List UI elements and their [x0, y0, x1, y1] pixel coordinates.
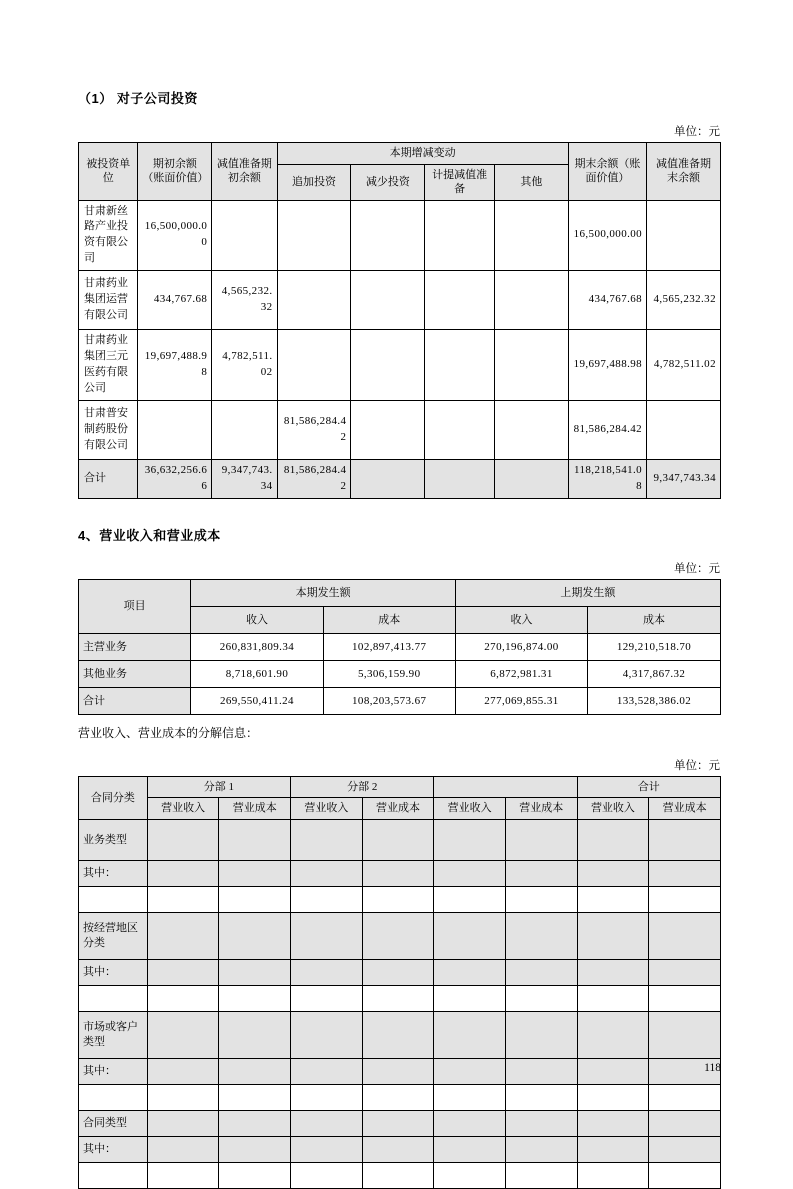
- cell-total-cost: [649, 860, 721, 886]
- cell-seg2-cost: [362, 860, 434, 886]
- cell-total-revenue: [577, 886, 649, 912]
- cell-seg2-revenue: [291, 860, 363, 886]
- th-item: 项目: [79, 579, 191, 633]
- cell-seg1-cost: [219, 912, 291, 959]
- th-end-impairment: 减值准备期末余额: [647, 143, 721, 201]
- cell-end-impairment: 4,782,511.02: [647, 330, 721, 401]
- th-invested-unit: 被投资单位: [79, 143, 138, 201]
- cell-total-cost: [649, 1084, 721, 1110]
- cell-begin-balance: 16,500,000.00: [138, 200, 212, 271]
- cell-seg3-revenue: [434, 1058, 506, 1084]
- cell-item: 主营业务: [79, 633, 191, 660]
- th-segment-3: [434, 776, 577, 798]
- table-header-row-2: [79, 798, 721, 820]
- section-1-title: （1） 对子公司投资: [78, 91, 198, 106]
- th-period-change-group: 本期增减变动: [277, 143, 568, 165]
- cell-total-prior-cost: 133,528,386.02: [588, 687, 721, 714]
- cell-seg3-revenue: [434, 1110, 506, 1136]
- section-3-intro: 营业收入、营业成本的分解信息：: [78, 725, 259, 740]
- cell-total-cost: [649, 1011, 721, 1058]
- cell-current-revenue: 260,831,809.34: [191, 633, 323, 660]
- cell-seg2-cost: [362, 912, 434, 959]
- th-segment-2: 分部 2: [291, 776, 434, 798]
- th-seg3-revenue: 营业收入: [434, 798, 506, 820]
- cell-begin-impairment: 4,565,232.32: [212, 271, 277, 330]
- cell-row-label: 其中：: [79, 1136, 148, 1162]
- cell-row-label: 业务类型: [79, 819, 148, 860]
- revenue-cost-table: [78, 579, 721, 715]
- cell-impairment-provision: [425, 330, 495, 401]
- cell-impairment-provision: [425, 271, 495, 330]
- cell-invested-unit: 甘肃药业集团三元医药有限公司: [79, 330, 138, 401]
- cell-seg2-revenue: [291, 1011, 363, 1058]
- th-current-cost: 成本: [323, 606, 455, 633]
- th-total-revenue: 营业收入: [577, 798, 649, 820]
- table-row: [79, 1011, 721, 1058]
- cell-seg3-cost: [505, 819, 577, 860]
- page-number: 118: [704, 1062, 721, 1074]
- cell-total-revenue: [577, 1011, 649, 1058]
- cell-seg3-cost: [505, 886, 577, 912]
- table-row: [79, 1058, 721, 1084]
- cell-seg2-revenue: [291, 959, 363, 985]
- cell-total-end-impairment: 9,347,743.34: [647, 460, 721, 499]
- cell-total-cost: [649, 985, 721, 1011]
- table-row: [79, 633, 721, 660]
- th-prior-period: 上期发生额: [455, 579, 720, 606]
- cell-total-label: 合计: [79, 460, 138, 499]
- cell-begin-balance: 19,697,488.98: [138, 330, 212, 401]
- table-row: [79, 200, 721, 271]
- cell-seg2-revenue: [291, 985, 363, 1011]
- cell-total-revenue: [577, 860, 649, 886]
- cell-prior-revenue: 6,872,981.31: [455, 660, 587, 687]
- table-total-row: [79, 460, 721, 499]
- table-row: [79, 330, 721, 401]
- section-2-unit-label: 单位：元: [674, 562, 720, 575]
- cell-begin-balance: [138, 401, 212, 460]
- table-row: [79, 1110, 721, 1136]
- cell-other: [494, 401, 568, 460]
- cell-end-balance: 16,500,000.00: [568, 200, 646, 271]
- cell-seg2-cost: [362, 1110, 434, 1136]
- cell-total-cost: [649, 1162, 721, 1188]
- table-row: [79, 985, 721, 1011]
- cell-seg1-cost: [219, 886, 291, 912]
- cell-reduce-investment: [351, 401, 425, 460]
- cell-seg3-cost: [505, 912, 577, 959]
- table-header-row-1: [79, 579, 721, 606]
- table-row: [79, 401, 721, 460]
- table-row: [79, 912, 721, 959]
- cell-row-label: 其中：: [79, 1058, 148, 1084]
- cell-invested-unit: 甘肃普安制药股份有限公司: [79, 401, 138, 460]
- cell-reduce-investment: [351, 330, 425, 401]
- th-seg1-revenue: 营业收入: [147, 798, 219, 820]
- cell-seg3-cost: [505, 1110, 577, 1136]
- cell-total-revenue: [577, 1084, 649, 1110]
- cell-total-other: [494, 460, 568, 499]
- cell-seg2-revenue: [291, 1162, 363, 1188]
- cell-total-begin-balance: 36,632,256.66: [138, 460, 212, 499]
- th-seg1-cost: 营业成本: [219, 798, 291, 820]
- th-reduce-investment: 减少投资: [351, 164, 425, 200]
- cell-seg1-revenue: [147, 959, 219, 985]
- th-impairment-provision: 计提减值准备: [425, 164, 495, 200]
- cell-begin-impairment: [212, 401, 277, 460]
- th-total-cost: 营业成本: [649, 798, 721, 820]
- cell-seg2-cost: [362, 886, 434, 912]
- cell-row-label: [79, 1162, 148, 1188]
- cell-other: [494, 200, 568, 271]
- cell-seg3-cost: [505, 860, 577, 886]
- cell-end-balance: 434,767.68: [568, 271, 646, 330]
- cell-seg3-cost: [505, 1058, 577, 1084]
- cell-prior-revenue: 270,196,874.00: [455, 633, 587, 660]
- cell-seg3-revenue: [434, 912, 506, 959]
- cell-seg3-revenue: [434, 985, 506, 1011]
- table-row: [79, 1084, 721, 1110]
- th-seg2-cost: 营业成本: [362, 798, 434, 820]
- cell-total-prior-revenue: 277,069,855.31: [455, 687, 587, 714]
- cell-total-revenue: [577, 985, 649, 1011]
- cell-seg1-cost: [219, 1084, 291, 1110]
- th-current-revenue: 收入: [191, 606, 323, 633]
- table-row: [79, 660, 721, 687]
- section-2-title: 4、营业收入和营业成本: [78, 527, 221, 543]
- cell-seg1-cost: [219, 1058, 291, 1084]
- cell-total-revenue: [577, 1136, 649, 1162]
- cell-seg1-revenue: [147, 1110, 219, 1136]
- cell-impairment-provision: [425, 401, 495, 460]
- cell-other: [494, 271, 568, 330]
- section-1-unit-label: 单位：元: [674, 126, 720, 138]
- th-seg3-cost: 营业成本: [505, 798, 577, 820]
- th-end-balance: 期末余额（账面价值）: [568, 143, 646, 201]
- cell-seg1-revenue: [147, 1136, 219, 1162]
- cell-seg2-cost: [362, 819, 434, 860]
- cell-seg2-cost: [362, 1084, 434, 1110]
- cell-seg1-cost: [219, 1136, 291, 1162]
- cell-seg1-cost: [219, 1110, 291, 1136]
- cell-total-revenue: [577, 1058, 649, 1084]
- cell-seg3-revenue: [434, 959, 506, 985]
- table-total-row: [79, 687, 721, 714]
- th-prior-revenue: 收入: [455, 606, 587, 633]
- th-begin-balance: 期初余额（账面价值）: [138, 143, 212, 201]
- cell-other: [494, 330, 568, 401]
- cell-total-revenue: [577, 819, 649, 860]
- th-seg2-revenue: 营业收入: [291, 798, 363, 820]
- cell-row-label: 其中：: [79, 959, 148, 985]
- cell-row-label: [79, 1084, 148, 1110]
- cell-seg2-cost: [362, 959, 434, 985]
- cell-add-investment: [277, 200, 351, 271]
- table-header-row-1: [79, 776, 721, 798]
- cell-seg3-revenue: [434, 1162, 506, 1188]
- cell-total-revenue: [577, 912, 649, 959]
- cell-seg2-cost: [362, 1011, 434, 1058]
- cell-end-impairment: [647, 401, 721, 460]
- cell-item: 其他业务: [79, 660, 191, 687]
- cell-seg1-revenue: [147, 1162, 219, 1188]
- th-prior-cost: 成本: [588, 606, 721, 633]
- table-row: [79, 1162, 721, 1188]
- th-begin-impairment: 减值准备期初余额: [212, 143, 277, 201]
- cell-seg3-cost: [505, 1162, 577, 1188]
- cell-row-label: 市场或客户类型: [79, 1011, 148, 1058]
- cell-row-label: 合同类型: [79, 1110, 148, 1136]
- cell-seg1-cost: [219, 860, 291, 886]
- th-segment-1: 分部 1: [147, 776, 290, 798]
- section-3-unit-label: 单位：元: [674, 759, 720, 772]
- cell-seg2-revenue: [291, 1058, 363, 1084]
- cell-seg2-revenue: [291, 1136, 363, 1162]
- cell-total-revenue: [577, 959, 649, 985]
- cell-total-cost: [649, 912, 721, 959]
- cell-row-label: [79, 985, 148, 1011]
- cell-end-impairment: 4,565,232.32: [647, 271, 721, 330]
- cell-begin-impairment: [212, 200, 277, 271]
- cell-seg3-revenue: [434, 1136, 506, 1162]
- cell-row-label: 其中：: [79, 860, 148, 886]
- cell-total-current-cost: 108,203,573.67: [323, 687, 455, 714]
- cell-invested-unit: 甘肃药业集团运营有限公司: [79, 271, 138, 330]
- cell-total-label: 合计: [79, 687, 191, 714]
- cell-total-cost: [649, 886, 721, 912]
- cell-seg2-revenue: [291, 1110, 363, 1136]
- cell-seg1-cost: [219, 985, 291, 1011]
- cell-current-cost: 5,306,159.90: [323, 660, 455, 687]
- cell-reduce-investment: [351, 200, 425, 271]
- cell-seg2-cost: [362, 1136, 434, 1162]
- cell-seg2-cost: [362, 1058, 434, 1084]
- cell-total-revenue: [577, 1162, 649, 1188]
- cell-seg2-revenue: [291, 1084, 363, 1110]
- table-header-row-1: [79, 143, 721, 165]
- cell-add-investment: [277, 330, 351, 401]
- cell-seg3-cost: [505, 1084, 577, 1110]
- table-row: [79, 959, 721, 985]
- cell-seg1-revenue: [147, 1011, 219, 1058]
- cell-total-cost: [649, 819, 721, 860]
- cell-seg3-cost: [505, 959, 577, 985]
- cell-seg3-cost: [505, 1011, 577, 1058]
- cell-reduce-investment: [351, 271, 425, 330]
- cell-seg1-cost: [219, 1162, 291, 1188]
- cell-total-revenue: [577, 1110, 649, 1136]
- cell-seg2-revenue: [291, 819, 363, 860]
- cell-total-end-balance: 118,218,541.08: [568, 460, 646, 499]
- cell-seg3-revenue: [434, 1011, 506, 1058]
- cell-seg2-revenue: [291, 912, 363, 959]
- cell-begin-balance: 434,767.68: [138, 271, 212, 330]
- cell-begin-impairment: 4,782,511.02: [212, 330, 277, 401]
- table-row: [79, 819, 721, 860]
- cell-seg2-revenue: [291, 886, 363, 912]
- cell-total-cost: [649, 1136, 721, 1162]
- table-row: [79, 1136, 721, 1162]
- cell-prior-cost: 4,317,867.32: [588, 660, 721, 687]
- cell-seg3-cost: [505, 1136, 577, 1162]
- th-total: 合计: [577, 776, 720, 798]
- subsidiary-investment-table: [78, 142, 721, 499]
- cell-total-add-investment: 81,586,284.42: [277, 460, 351, 499]
- cell-row-label: 按经营地区分类: [79, 912, 148, 959]
- cell-seg1-revenue: [147, 1058, 219, 1084]
- cell-total-reduce-investment: [351, 460, 425, 499]
- cell-row-label: [79, 886, 148, 912]
- cell-seg3-revenue: [434, 860, 506, 886]
- th-add-investment: 追加投资: [277, 164, 351, 200]
- cell-seg2-cost: [362, 1162, 434, 1188]
- cell-current-revenue: 8,718,601.90: [191, 660, 323, 687]
- cell-seg1-revenue: [147, 1084, 219, 1110]
- cell-seg3-revenue: [434, 819, 506, 860]
- cell-seg1-cost: [219, 959, 291, 985]
- cell-add-investment: [277, 271, 351, 330]
- cell-prior-cost: 129,210,518.70: [588, 633, 721, 660]
- cell-seg3-revenue: [434, 886, 506, 912]
- cell-end-balance: 19,697,488.98: [568, 330, 646, 401]
- table-row: [79, 271, 721, 330]
- th-current-period: 本期发生额: [191, 579, 456, 606]
- cell-end-impairment: [647, 200, 721, 271]
- th-other: 其他: [494, 164, 568, 200]
- cell-seg2-cost: [362, 985, 434, 1011]
- cell-invested-unit: 甘肃新丝路产业投资有限公司: [79, 200, 138, 271]
- cell-add-investment: 81,586,284.42: [277, 401, 351, 460]
- cell-total-current-revenue: 269,550,411.24: [191, 687, 323, 714]
- cell-seg3-revenue: [434, 1084, 506, 1110]
- cell-impairment-provision: [425, 200, 495, 271]
- cell-current-cost: 102,897,413.77: [323, 633, 455, 660]
- cell-total-begin-impairment: 9,347,743.34: [212, 460, 277, 499]
- cell-seg1-revenue: [147, 912, 219, 959]
- cell-seg1-revenue: [147, 985, 219, 1011]
- th-contract-class: 合同分类: [79, 776, 148, 819]
- table-row: [79, 860, 721, 886]
- cell-seg1-revenue: [147, 860, 219, 886]
- cell-seg3-cost: [505, 985, 577, 1011]
- revenue-decomposition-table: [78, 776, 721, 1189]
- cell-seg1-revenue: [147, 819, 219, 860]
- cell-seg1-cost: [219, 819, 291, 860]
- cell-total-impairment-provision: [425, 460, 495, 499]
- cell-end-balance: 81,586,284.42: [568, 401, 646, 460]
- cell-seg1-cost: [219, 1011, 291, 1058]
- cell-seg1-revenue: [147, 886, 219, 912]
- cell-total-cost: [649, 959, 721, 985]
- table-row: [79, 886, 721, 912]
- cell-total-cost: [649, 1110, 721, 1136]
